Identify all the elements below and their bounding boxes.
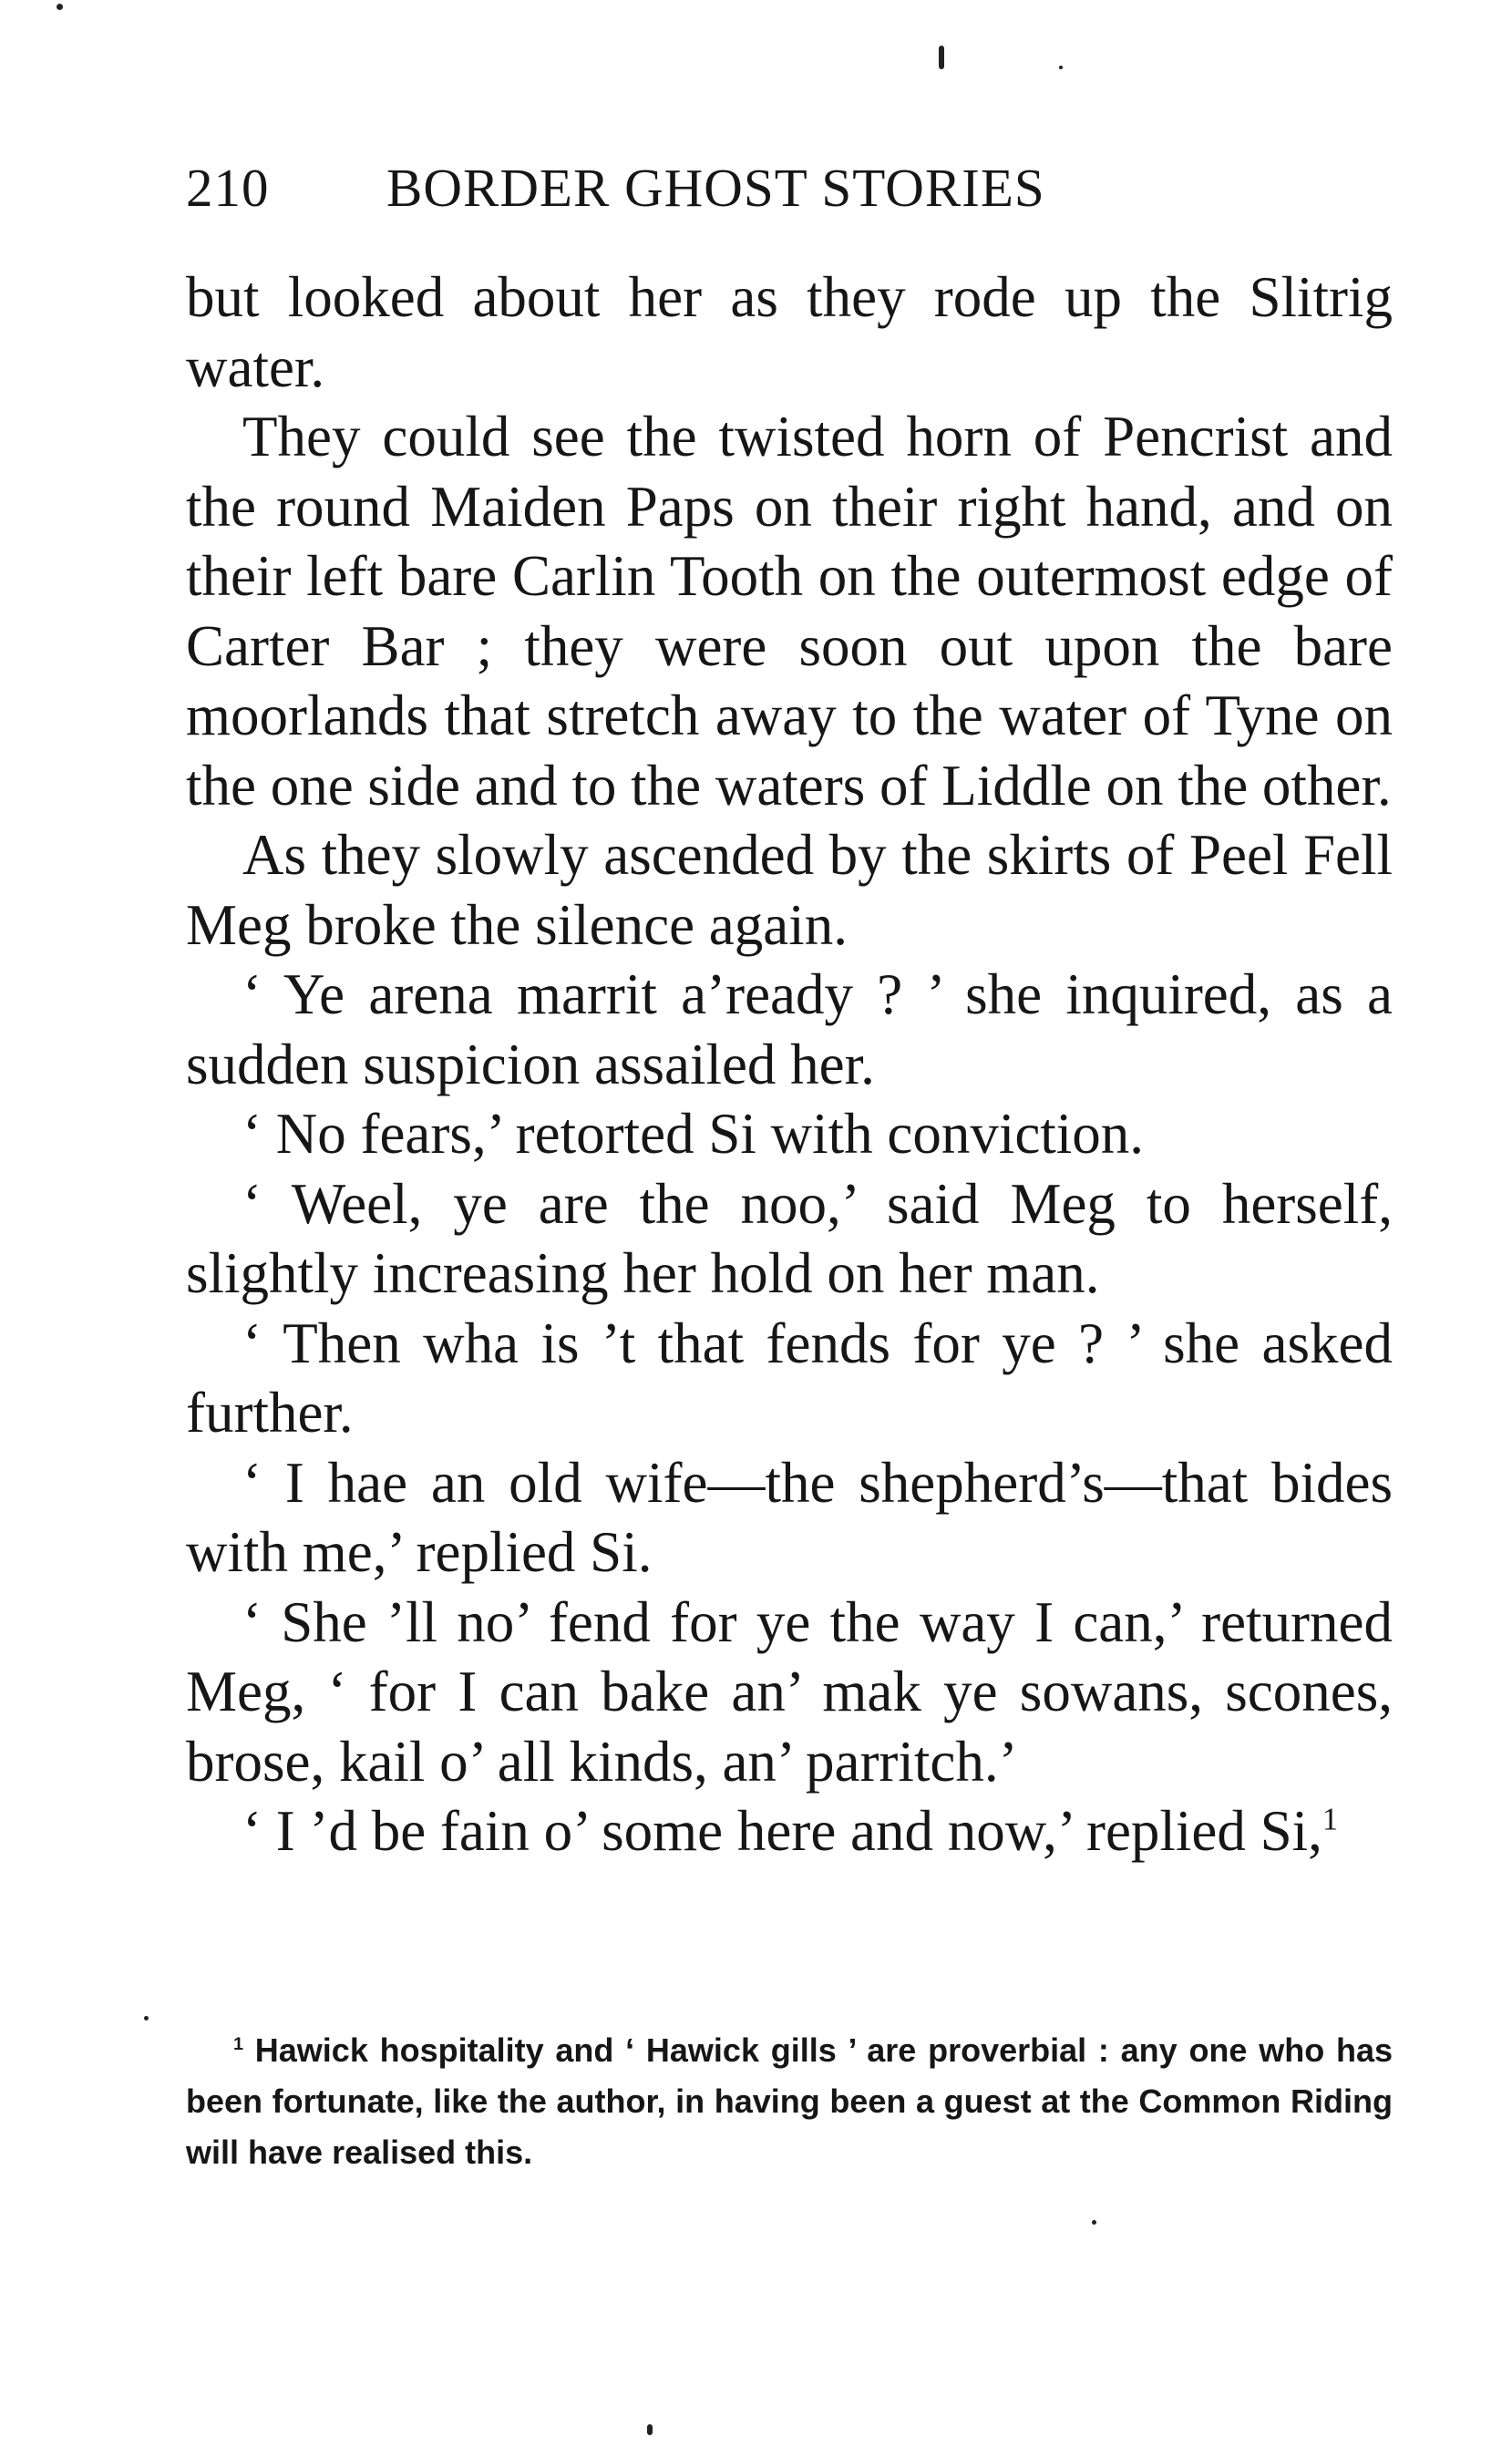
footnote-text: Hawick hospitality and ‘ Hawick gills ’ are proverbial : any one who has been fortunate, like the author, in having been a guest at the Common Riding will have realised this. xyxy=(186,2031,1393,2171)
scan-speck xyxy=(144,2016,149,2021)
page-number: 210 xyxy=(186,158,270,218)
running-header xyxy=(186,155,1371,221)
paragraph: They could see the twisted horn of Pencrist and the round Maiden Paps on their right hand, and on their left bare Carlin Tooth on the outermost edge of Carter Bar ; they were soon out upon the bare moorlands that stretch away to the water of Tyne on the one side and to the waters of Liddle on the other. xyxy=(186,405,1393,817)
paragraph: ‘ No fears,’ retorted Si with conviction. xyxy=(242,1102,1145,1166)
scan-speck xyxy=(1092,2220,1096,2225)
paragraph: ‘ Ye arena marrit a’ready ? ’ she inquired, as a sudden suspicion assailed her. xyxy=(186,962,1393,1096)
paragraph: but looked about her as they rode up the Slitrig water. xyxy=(186,265,1393,399)
footnote-marker: 1 xyxy=(233,2034,244,2055)
paragraph: ‘ Then wha is ’t that fends for ye ? ’ she asked further. xyxy=(186,1311,1393,1445)
paragraph: ‘ I hae an old wife—the shepherd’s—that bides with me,’ replied Si. xyxy=(186,1450,1393,1584)
scan-speck xyxy=(57,4,63,10)
scan-speck xyxy=(1059,66,1063,69)
footnote xyxy=(186,2025,1393,2178)
running-title: BORDER GHOST STORIES xyxy=(386,158,1045,218)
footnote-reference: 1 xyxy=(1322,1802,1339,1837)
paragraph: ‘ Weel, ye are the noo,’ said Meg to herself, slightly increasing her hold on her man. xyxy=(186,1171,1393,1305)
body-text xyxy=(186,262,1393,1866)
paragraph-text: ‘ I ’d be fain o’ some here and now,’ replied Si, xyxy=(242,1799,1322,1863)
paragraph: ‘ She ’ll no’ fend for ye the way I can,’ returned Meg, ‘ for I can bake an’ mak ye sowans, scones, brose, kail o’ all kinds, an’ parritch.’ xyxy=(186,1589,1393,1794)
paragraph: As they slowly ascended by the skirts of Peel Fell Meg broke the silence again. xyxy=(186,823,1393,957)
scan-speck xyxy=(939,46,944,69)
scan-speck xyxy=(647,2424,653,2435)
paragraph-with-footnote-ref xyxy=(186,1796,1393,1866)
